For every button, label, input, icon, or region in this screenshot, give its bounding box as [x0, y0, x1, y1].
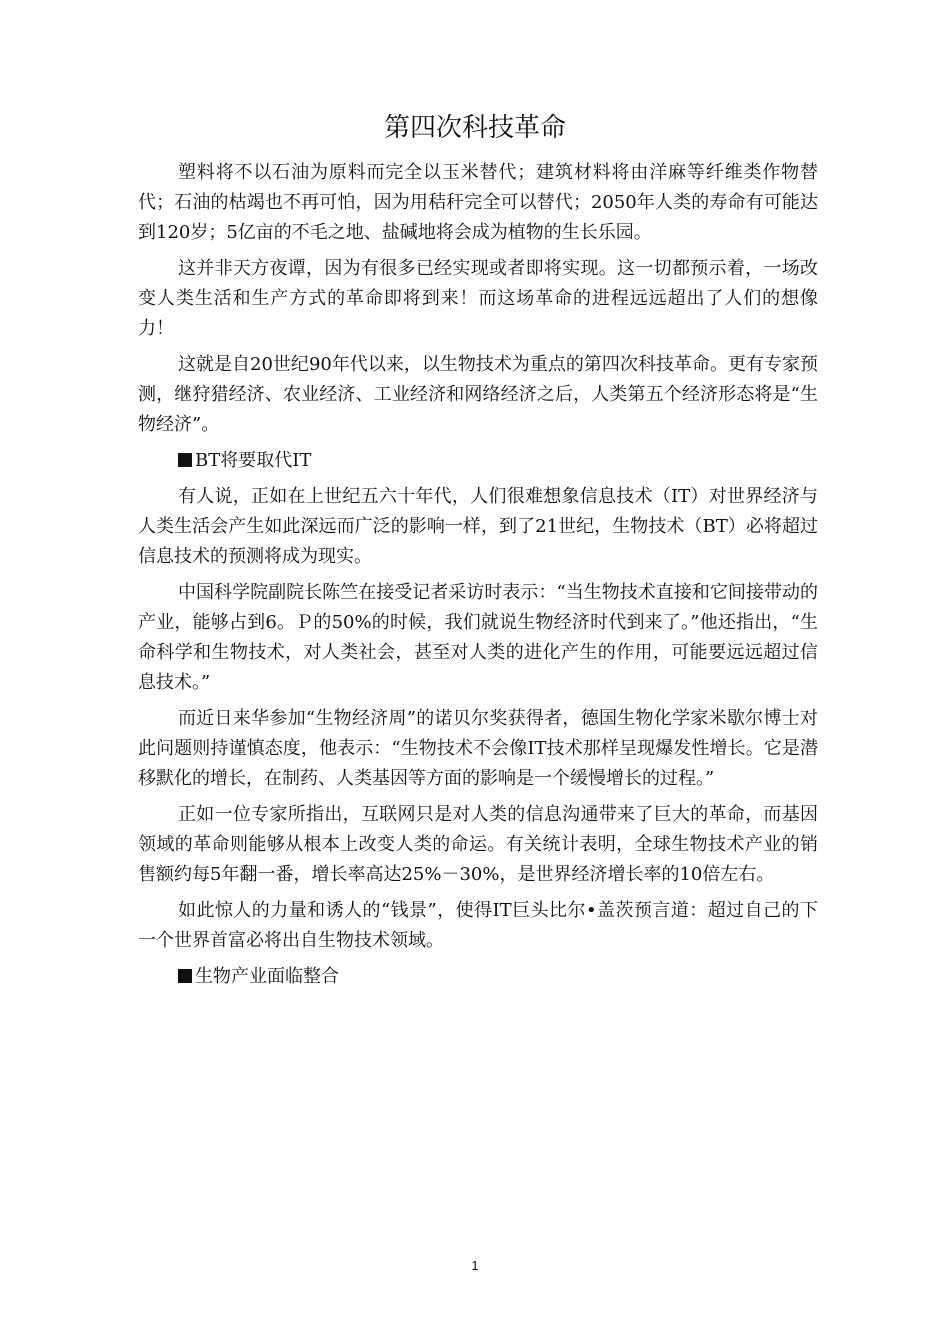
paragraph-8: 如此惊人的力量和诱人的“钱景”，使得IT巨头比尔•盖茨预言道：超过自己的下一个世界首富必将出自生物技术领域。 — [138, 900, 818, 951]
paragraph-4: 有人说，正如在上世纪五六十年代，人们很难想象信息技术（IT）对世界经济与人类生活会产生如此深远而广泛的影响一样，到了21世纪，生物技术（BT）必将超过信息技术的预测将成为现实。 — [138, 486, 818, 567]
section-heading-industry-integration — [138, 962, 818, 992]
section-heading-text: 生物产业面临整合 — [195, 966, 339, 987]
page-title: 第四次科技革命 — [383, 113, 566, 143]
document-body — [138, 158, 818, 998]
paragraph-1: 塑料将不以石油为原料而完全以玉米替代；建筑材料将由洋麻等纤维类作物替代；石油的枯竭也不再可怕，因为用秸秆完全可以替代；2050年人类的寿命有可能达到120岁；5亿亩的不毛之地、盐碱地将会成为植物的生长乐园。 — [138, 162, 818, 243]
page-number: 1 — [471, 1258, 479, 1273]
paragraph-7: 正如一位专家所指出，互联网只是对人类的信息沟通带来了巨大的革命，而基因领域的革命则能够从根本上改变人类的命运。有关统计表明，全球生物技术产业的销售额约每5年翻一番，增长率高达25%－30%，是世界经济增长率的10倍左右。 — [138, 804, 818, 885]
paragraph-5: 中国科学院副院长陈竺在接受记者采访时表示：“当生物技术直接和它间接带动的产业，能够占到6。Ｐ的50%的时候，我们就说生物经济时代到来了。”他还指出，“生命科学和生物技术，对人类社会，甚至对人类的进化产生的作用，可能要远远超过信息技术。” — [138, 582, 818, 693]
square-bullet-icon — [178, 453, 192, 467]
section-heading-text: BT将要取代IT — [195, 450, 312, 471]
paragraph-2: 这并非天方夜谭，因为有很多已经实现或者即将实现。这一切都预示着，一场改变人类生活和生产方式的革命即将到来！而这场革命的进程远远超出了人们的想像力！ — [138, 258, 818, 339]
paragraph-3: 这就是自20世纪90年代以来，以生物技术为重点的第四次科技革命。更有专家预测，继狩猎经济、农业经济、工业经济和网络经济之后，人类第五个经济形态将是“生物经济”。 — [138, 354, 818, 435]
paragraph-6: 而近日来华参加“生物经济周”的诺贝尔奖获得者，德国生物化学家米歇尔博士对此问题则持谨慎态度，他表示：“生物技术不会像IT技术那样呈现爆发性增长。它是潜移默化的增长，在制药、人类基因等方面的影响是一个缓慢增长的过程。” — [138, 708, 818, 789]
square-bullet-icon — [178, 969, 192, 983]
section-heading-bt-replaces-it — [138, 446, 818, 476]
